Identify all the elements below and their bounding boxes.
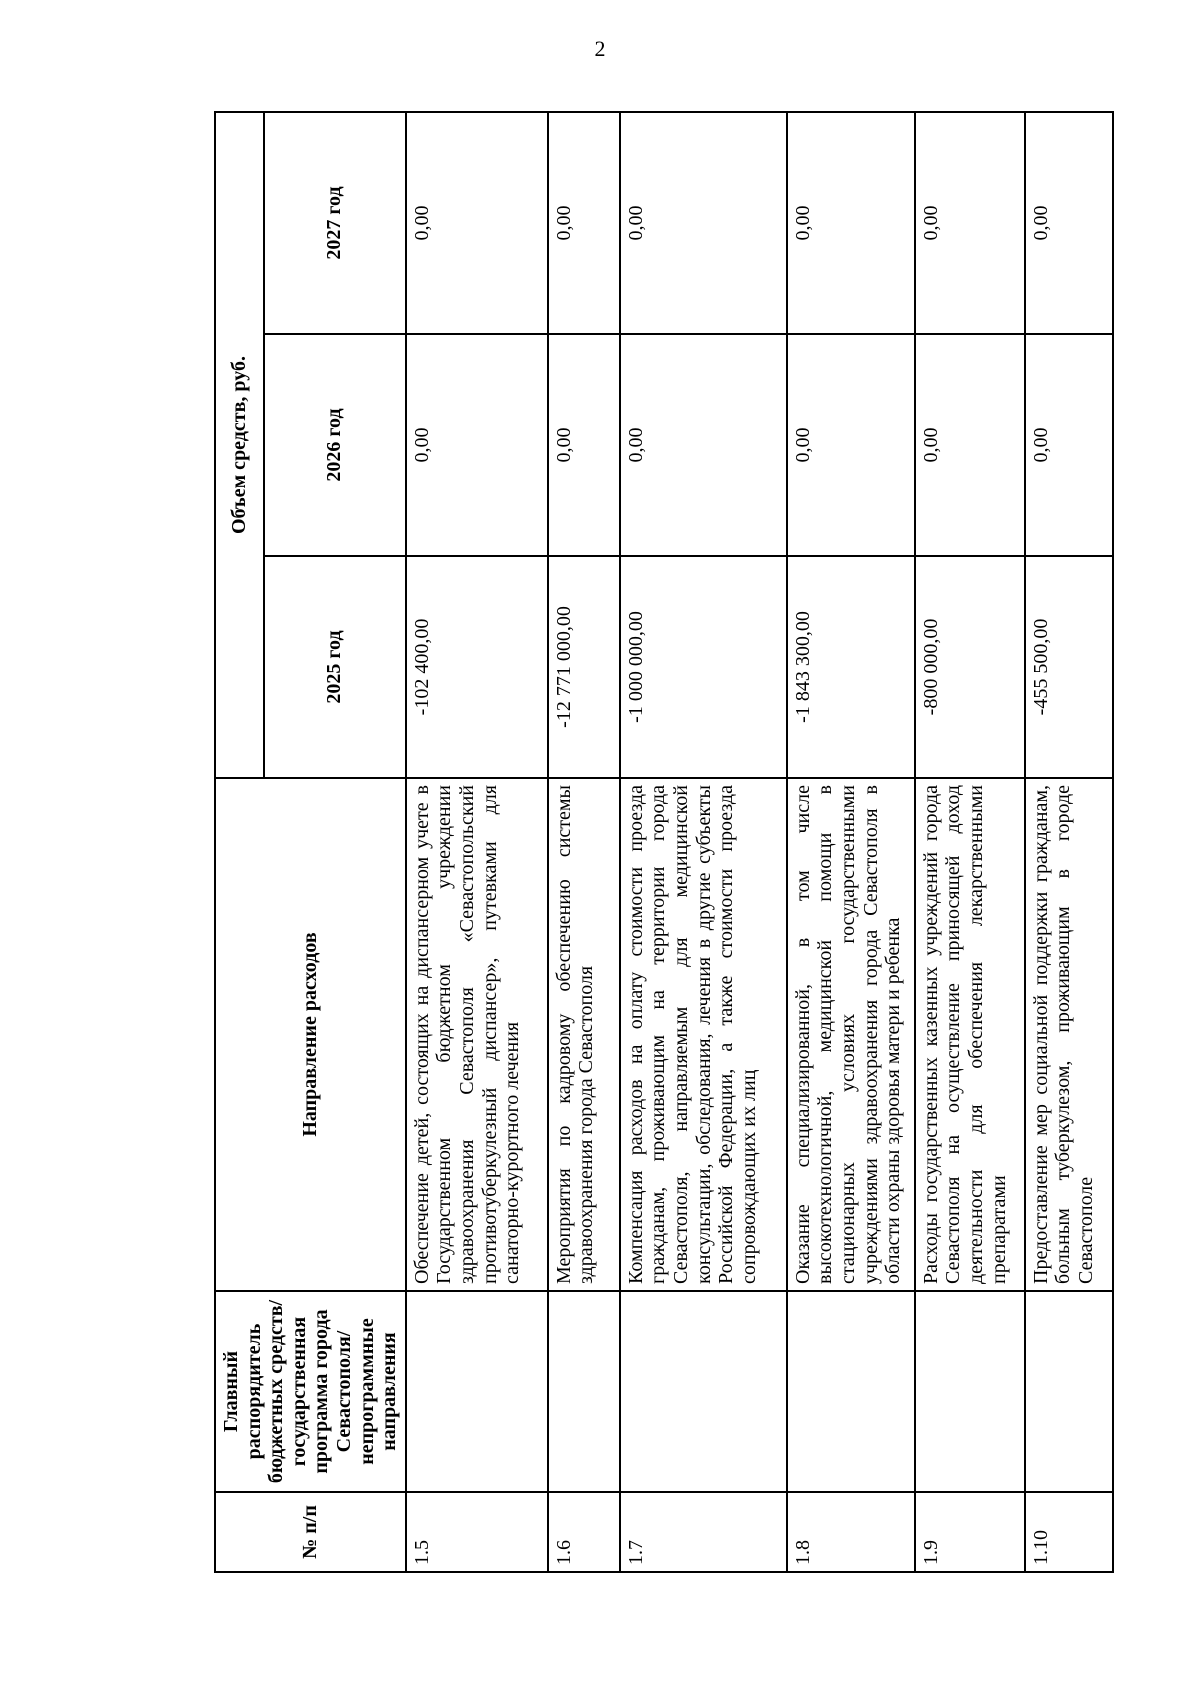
row-direction: Обеспечение детей, состоящих на диспансерном учете в Государственном бюджетном учреждении здравоохранения Севастополя «Севастопольский противотуберкулезный диспансер», путевками для санаторно-курортного лечения [406,778,548,1291]
row-2025: -12 771 000,00 [548,556,620,778]
row-manager [787,1291,915,1492]
row-2027: 0,00 [1025,112,1113,334]
page-number: 2 [594,36,606,61]
header-year-2025: 2025 год [264,556,406,778]
header-year-2027: 2027 год [264,112,406,334]
table-row [915,112,1025,1572]
row-2027: 0,00 [620,112,787,334]
row-num: 1.5 [406,1492,548,1572]
row-2025: -455 500,00 [1025,556,1113,778]
row-direction: Расходы государственных казенных учреждений города Севастополя на осуществление приносящей доход деятельности для обеспечения лекарственными препаратами [915,778,1025,1291]
row-manager [548,1291,620,1492]
row-2026: 0,00 [915,334,1025,556]
budget-table [214,111,1114,1573]
row-2027: 0,00 [915,112,1025,334]
row-2026: 0,00 [406,334,548,556]
row-2027: 0,00 [787,112,915,334]
row-direction: Оказание специализированной, в том числе высокотехнологичной, медицинской помощи в стационарных условиях государственными учреждениями здравоохранения города Севастополя в области охраны здоровья матери и ребенка [787,778,915,1291]
row-manager [1025,1291,1113,1492]
row-direction: Мероприятия по кадровому обеспечению системы здравоохранения города Севастополя [548,778,620,1291]
table-row [548,112,620,1572]
row-direction: Компенсация расходов на оплату стоимости проезда гражданам, проживающим на территории города Севастополя, направляемым для медицинской консультации, обследования, лечения в другие субъекты Российской Федерации, а также стоимости проезда сопровождающих их лиц [620,778,787,1291]
row-direction: Предоставление мер социальной поддержки гражданам, больным туберкулезом, проживающим в городе Севастополе [1025,778,1113,1291]
row-2025: -1 000 000,00 [620,556,787,778]
row-manager [406,1291,548,1492]
row-2027: 0,00 [406,112,548,334]
row-2025: -1 843 300,00 [787,556,915,778]
header-volume: Объем средств, руб. [215,112,264,778]
row-2025: -800 000,00 [915,556,1025,778]
row-2025: -102 400,00 [406,556,548,778]
row-num: 1.9 [915,1492,1025,1572]
header-num: № п/п [215,1492,406,1572]
header-manager: Главный распорядитель бюджетных средств/государственная программа города Севастополя/непрограммные направления [215,1291,406,1492]
row-2027: 0,00 [548,112,620,334]
row-2026: 0,00 [1025,334,1113,556]
row-manager [915,1291,1025,1492]
row-manager [620,1291,787,1492]
row-num: 1.10 [1025,1492,1113,1572]
table-frame [214,113,1200,1573]
table-row [406,112,548,1572]
table-row [1025,112,1113,1572]
row-num: 1.7 [620,1492,787,1572]
row-num: 1.6 [548,1492,620,1572]
row-2026: 0,00 [620,334,787,556]
row-2026: 0,00 [787,334,915,556]
row-num: 1.8 [787,1492,915,1572]
header-year-2026: 2026 год [264,334,406,556]
row-2026: 0,00 [548,334,620,556]
table-row [620,112,787,1572]
header-direction: Направление расходов [215,778,406,1291]
table-row [787,112,915,1572]
